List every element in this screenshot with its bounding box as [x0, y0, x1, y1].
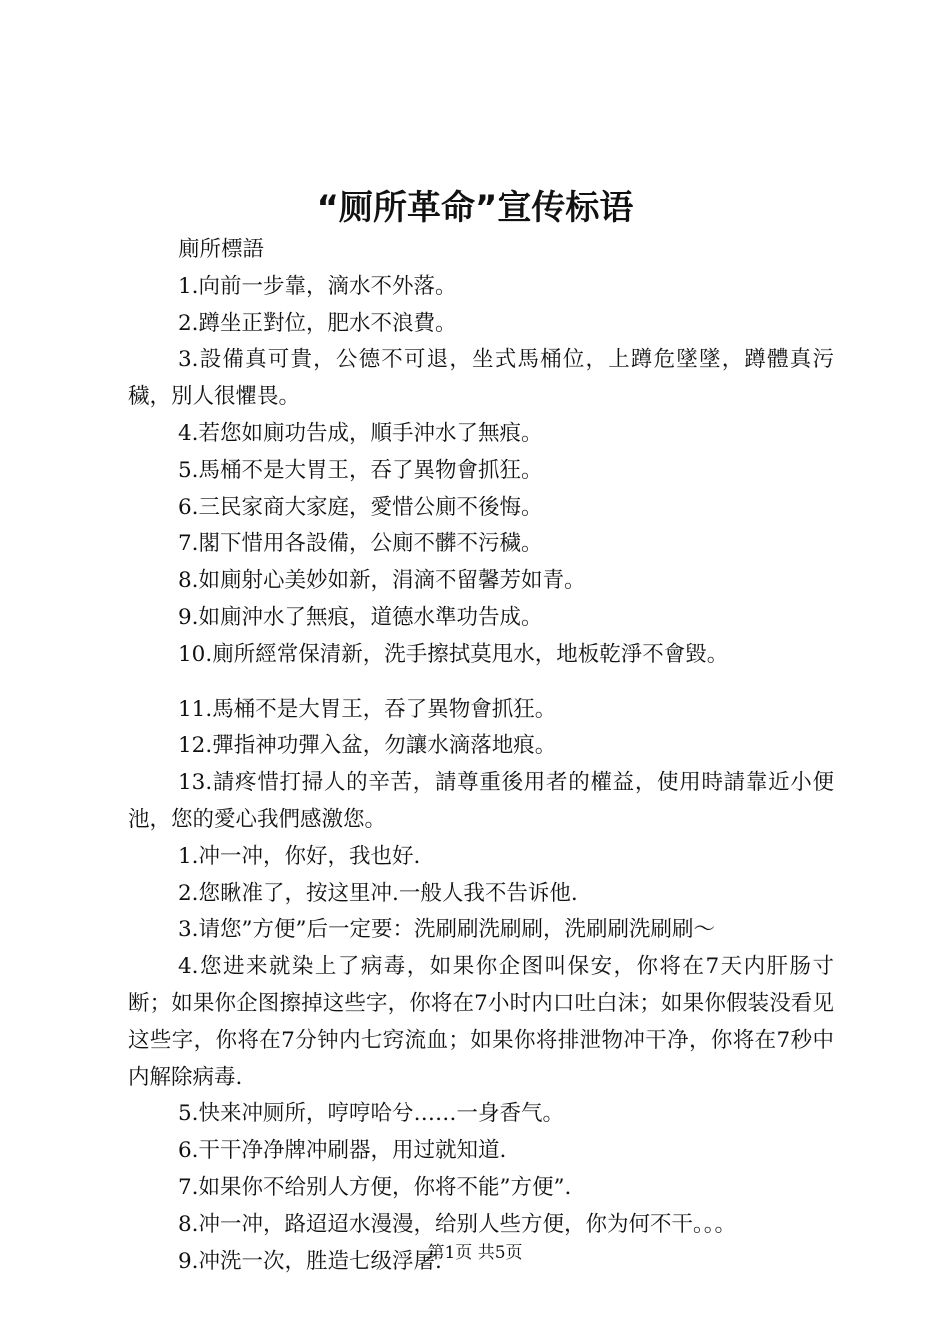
paragraph: 10.廁所經常保清新，洗手擦拭莫甩水，地板乾淨不會毀。 — [178, 641, 729, 667]
paragraph: 11.馬桶不是大胃王，吞了異物會抓狂。 — [178, 696, 557, 722]
paragraph-gap — [128, 674, 834, 692]
document-body — [128, 232, 834, 1280]
paragraph: 2.蹲坐正對位，肥水不浪費。 — [178, 310, 457, 336]
paragraph: 8.冲一冲，路迢迢水漫漫，给别人些方便，你为何不干。。。 — [178, 1211, 737, 1237]
paragraph: 3.请您”方便”后一定要：洗刷刷洗刷刷，洗刷刷洗刷刷～ — [178, 917, 715, 943]
paragraph: 1.向前一步靠，滴水不外落。 — [178, 273, 457, 299]
page-footer: 第1页 共5页 — [427, 1243, 523, 1263]
paragraph: 5.馬桶不是大胃王，吞了異物會抓狂。 — [178, 457, 543, 483]
paragraph: 9.冲洗一次，胜造七级浮屠. — [178, 1248, 442, 1274]
paragraph: 13.請疼惜打掃人的辛苦，請尊重後用者的權益，使用時請靠近小便池，您的愛心我們感激您。 — [128, 770, 834, 832]
document-title: “厕所革命”宣传标语 — [316, 188, 634, 228]
paragraph: 2.您瞅准了，按这里冲.一般人我不告诉他. — [178, 880, 578, 906]
paragraph: 12.彈指神功彈入盆，勿讓水滴落地痕。 — [178, 733, 557, 759]
paragraph: 3.設備真可貴，公德不可退，坐式馬桶位，上蹲危墜墜，蹲體真污穢，別人很懼畏。 — [128, 347, 834, 410]
paragraph: 7.閣下惜用各設備，公廁不髒不污穢。 — [178, 531, 543, 557]
paragraph: 4.若您如廁功告成，順手沖水了無痕。 — [178, 420, 543, 446]
paragraph: 9.如廁沖水了無痕，道德水準功告成。 — [178, 604, 543, 630]
paragraph: 4.您进来就染上了病毒，如果你企图叫保安，你将在7天内肝肠寸断；如果你企图擦掉这些字，你将在7小时内口吐白沫；如果你假装没看见这些字，你将在7分钟内七窍流血；如果你将排泄物冲干净，你将在7秒中内解除病毒. — [128, 954, 834, 1090]
paragraph: 8.如廁射心美妙如新，涓滴不留馨芳如青。 — [178, 568, 586, 594]
paragraph: 6.干干净净牌冲刷器，用过就知道. — [178, 1138, 507, 1164]
paragraph: 廁所標語 — [178, 237, 265, 262]
paragraph: 6.三民家商大家庭，愛惜公廁不後悔。 — [178, 494, 543, 520]
paragraph: 1.冲一冲，你好，我也好. — [178, 843, 421, 869]
paragraph: 7.如果你不给别人方便，你将不能”方便”. — [178, 1174, 572, 1200]
paragraph: 5.快来冲厕所，哼哼哈兮……一身香气。 — [178, 1101, 565, 1127]
